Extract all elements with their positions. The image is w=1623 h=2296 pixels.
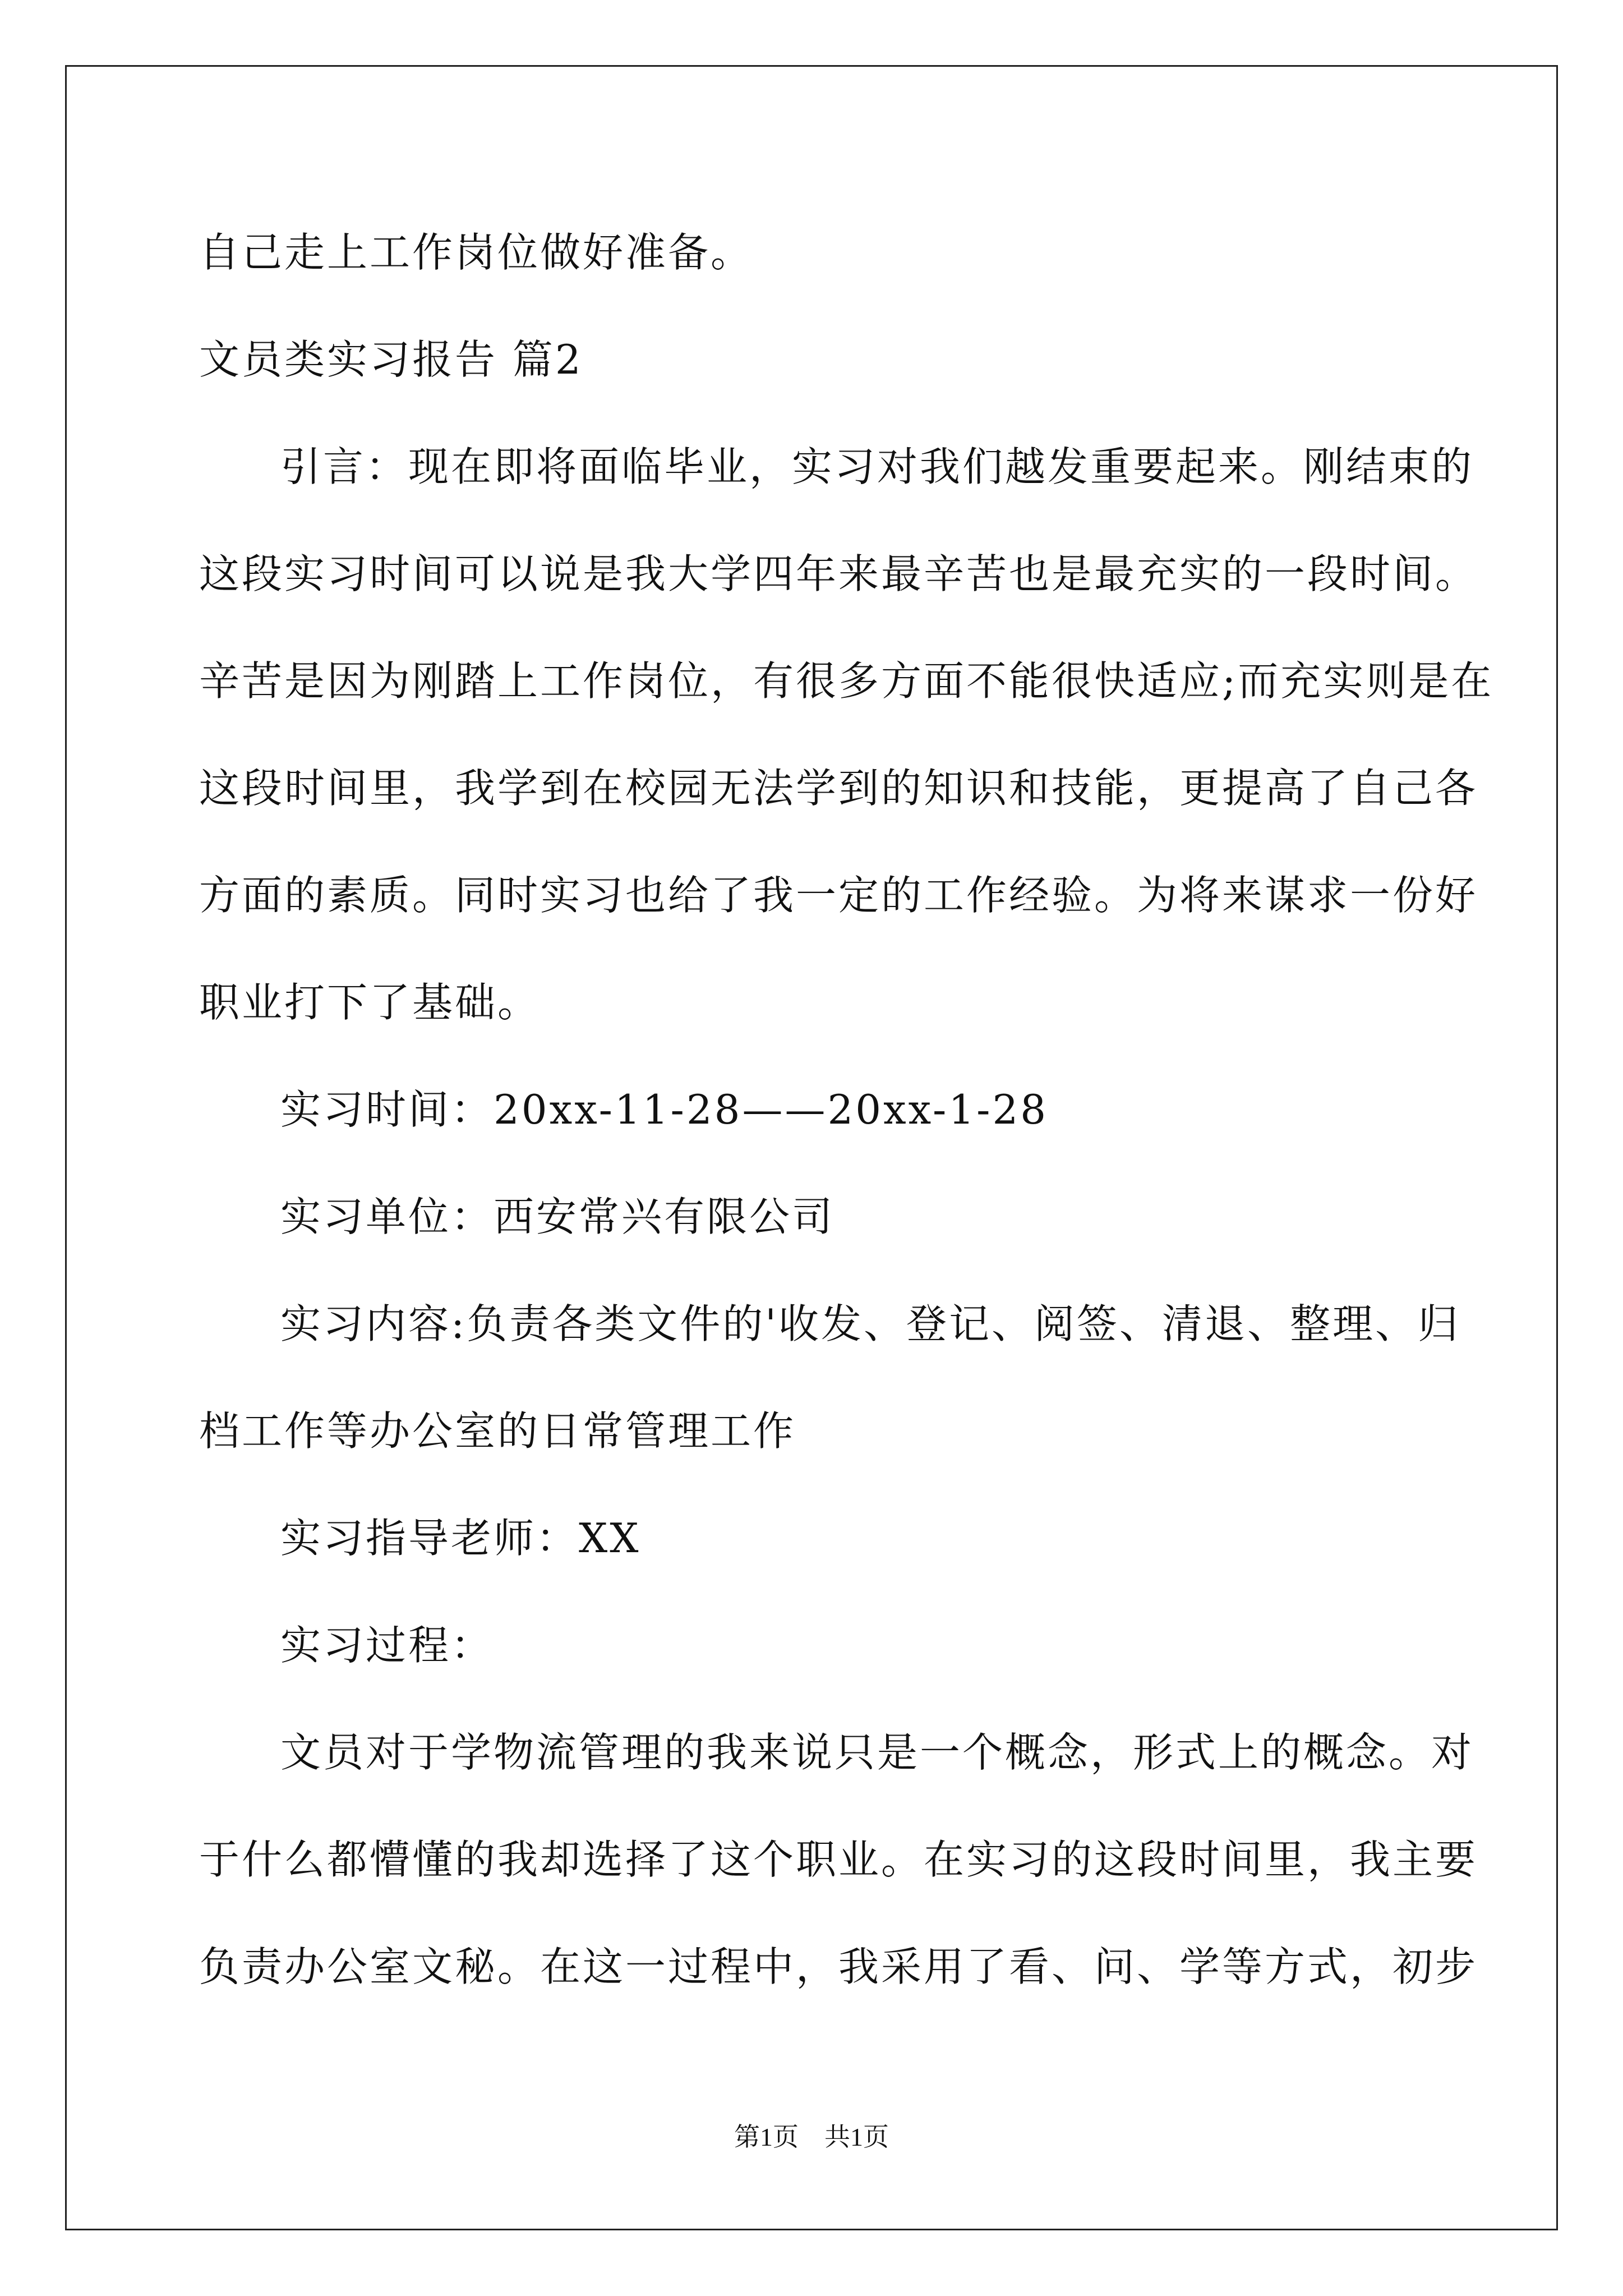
text-line: 这段实习时间可以说是我大学四年来最辛苦也是最充实的一段时间。 [199, 550, 1478, 597]
document-body [199, 199, 1494, 2021]
text-line: 档工作等办公室的日常管理工作 [199, 1407, 796, 1455]
page-number: 第1页 共1页 [734, 2123, 889, 2151]
text-line: 这段时间里，我学到在校园无法学到的知识和技能，更提高了自己各 [199, 765, 1478, 812]
text-line: 自己走上工作岗位做好准备。 [199, 229, 754, 276]
internship-process-heading: 实习过程： [280, 1622, 494, 1669]
text-line: 辛苦是因为刚踏上工作岗位，有很多方面不能很快适应;而充实则是在 [199, 657, 1494, 705]
text-line: 负责办公室文秘。在这一过程中，我采用了看、问、学等方式，初步 [199, 1943, 1478, 1990]
text-line: 于什么都懵懂的我却选择了这个职业。在实习的这段时间里，我主要 [199, 1836, 1478, 1883]
text-line: 文员对于学物流管理的我来说只是一个概念，形式上的概念。对 [280, 1729, 1474, 1776]
internship-unit: 实习单位：西安常兴有限公司 [280, 1193, 835, 1240]
section-heading: 文员类实习报告 篇2 [199, 336, 583, 383]
text-line: 方面的素质。同时实习也给了我一定的工作经验。为将来谋求一份好 [199, 872, 1478, 919]
internship-time: 实习时间：20xx-11-28——20xx-1-28 [280, 1086, 1049, 1133]
text-line: 引言：现在即将面临毕业，实习对我们越发重要起来。刚结束的 [280, 443, 1474, 490]
internship-instructor: 实习指导老师：XX [280, 1515, 641, 1562]
internship-content: 实习内容:负责各类文件的'收发、登记、阅签、清退、整理、归 [280, 1300, 1461, 1347]
text-line: 职业打下了基础。 [199, 979, 541, 1026]
